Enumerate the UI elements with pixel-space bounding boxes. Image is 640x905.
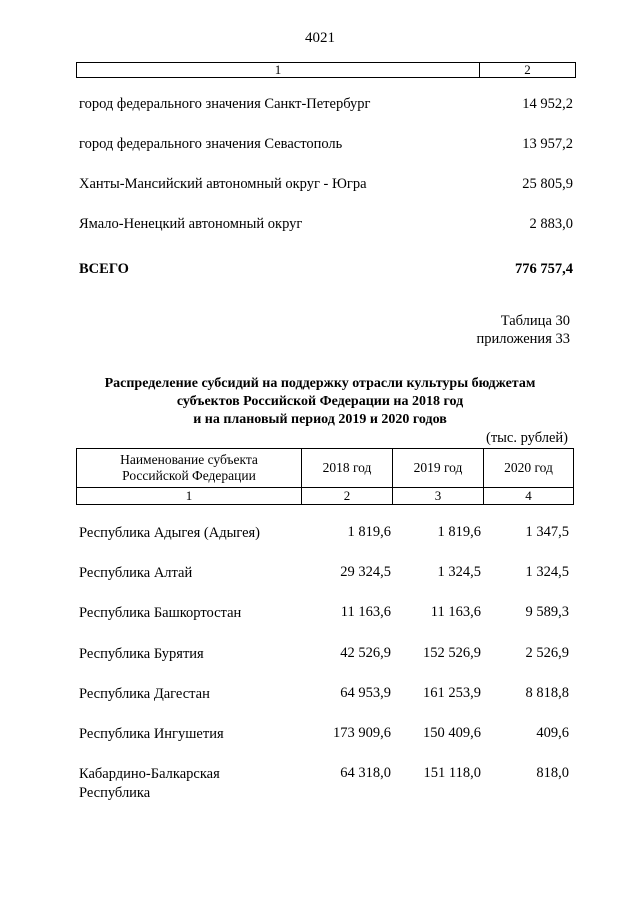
value-2020: 1 324,5: [525, 564, 569, 580]
table-number-label: Таблица 30: [500, 313, 570, 329]
value-2019: 1 324,5: [437, 564, 481, 580]
value-2019: 152 526,9: [423, 645, 481, 661]
header-2019: 2019 год: [393, 449, 484, 488]
title-line-2: субъектов Российской Федерации на 2018 год: [176, 394, 464, 409]
table-row: [79, 136, 573, 153]
header-2020: 2020 год: [484, 449, 574, 488]
value-2019: 11 163,6: [430, 604, 481, 620]
table-row: [79, 176, 573, 193]
value-2018: 1 819,6: [347, 524, 391, 540]
region-name: город федерального значения Санкт-Петербург: [79, 96, 371, 112]
total-label: ВСЕГО: [79, 261, 129, 277]
region-name: Кабардино-Балкарская Республика: [79, 766, 220, 801]
value-2020: 1 347,5: [525, 524, 569, 540]
title-line-1: Распределение субсидий на поддержку отрасли культуры бюджетам: [104, 376, 536, 391]
column-number-4: 4: [484, 488, 574, 505]
value-2018: 11 163,6: [340, 604, 391, 620]
region-value: 14 952,2: [522, 96, 573, 112]
value-2018: 173 909,6: [333, 725, 391, 741]
appendix-label: приложения 33: [476, 331, 570, 347]
column-number-1: 1: [77, 63, 480, 77]
column-number-3: 3: [393, 488, 484, 505]
header-name-line-1: Наименование субъекта: [120, 452, 258, 467]
value-2018: 64 953,9: [340, 685, 391, 701]
column-number-2: 2: [302, 488, 393, 505]
value-2018: 42 526,9: [340, 645, 391, 661]
region-name: Республика Адыгея (Адыгея): [79, 525, 261, 541]
region-value: 2 883,0: [529, 216, 573, 232]
top-table-header: [76, 62, 576, 78]
region-value: 25 805,9: [522, 176, 573, 192]
value-2018: 29 324,5: [340, 564, 391, 580]
table-row: [79, 96, 573, 113]
value-2020: 818,0: [536, 765, 569, 781]
region-name: Республика Башкортостан: [79, 605, 242, 621]
column-number-1: 1: [77, 488, 302, 505]
column-number-2: 2: [524, 62, 531, 77]
total-row: [79, 261, 573, 278]
region-name: Республика Ингушетия: [79, 726, 224, 742]
value-2019: 161 253,9: [423, 685, 481, 701]
value-2019: 1 819,6: [437, 524, 481, 540]
value-2020: 8 818,8: [525, 685, 569, 701]
main-table-header: [76, 448, 574, 505]
table-row: [79, 216, 573, 233]
header-subject-name: [77, 449, 302, 488]
region-name: Ямало-Ненецкий автономный округ: [79, 216, 303, 232]
header-2018: 2018 год: [302, 449, 393, 488]
region-name: Республика Алтай: [79, 565, 193, 581]
value-2019: 151 118,0: [423, 765, 481, 781]
value-2020: 409,6: [536, 725, 569, 741]
page-number: 4021: [305, 30, 335, 46]
value-2020: 9 589,3: [525, 604, 569, 620]
value-2018: 64 318,0: [340, 765, 391, 781]
region-name: город федерального значения Севастополь: [79, 136, 343, 152]
header-name-line-2: Российской Федерации: [122, 468, 256, 483]
table-title: [0, 375, 640, 429]
region-value: 13 957,2: [522, 136, 573, 152]
value-2020: 2 526,9: [525, 645, 569, 661]
units-label: (тыс. рублей): [486, 430, 568, 446]
title-line-3: и на плановый период 2019 и 2020 годов: [193, 412, 447, 427]
region-name: Республика Бурятия: [79, 646, 204, 662]
value-2019: 150 409,6: [423, 725, 481, 741]
total-value: 776 757,4: [515, 261, 573, 277]
region-name: Республика Дагестан: [79, 686, 210, 702]
region-name: Ханты-Мансийский автономный округ - Югра: [79, 176, 367, 192]
